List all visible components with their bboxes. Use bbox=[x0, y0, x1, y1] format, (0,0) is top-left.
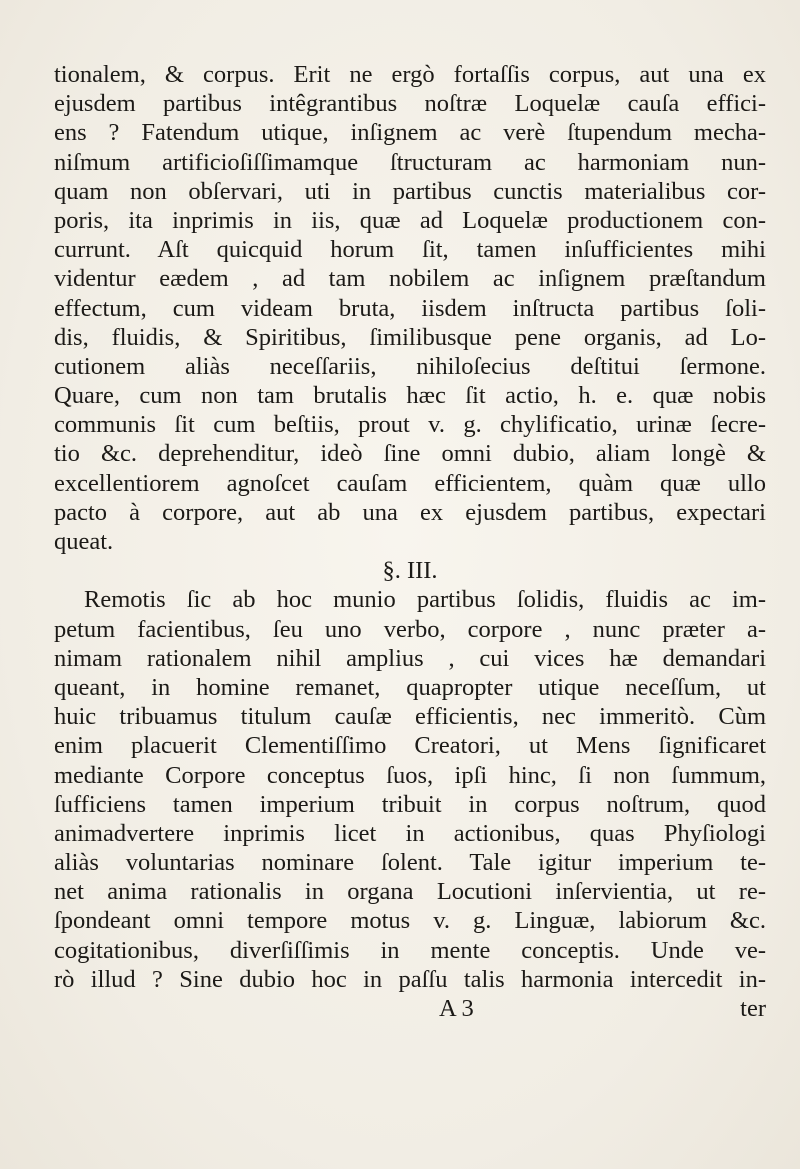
text-line: Remotis ſic ab hoc munio partibus ſolidis, fluidis ac im- bbox=[84, 586, 766, 614]
text-line: ſpondeant omni tempore motus v. g. Linguæ, labiorum &c. bbox=[54, 907, 766, 935]
paragraph-before-section bbox=[54, 60, 766, 556]
text-line: huic tribuamus titulum cauſæ efficientis, nec immeritò. Cùm bbox=[54, 703, 766, 731]
text-line: videntur eædem , ad tam nobilem ac inſignem præſtandum bbox=[54, 265, 766, 293]
text-line: tio &c. deprehenditur, ideò ſine omni dubio, aliam longè & bbox=[54, 440, 766, 468]
text-line: communis ſit cum beſtiis, prout v. g. chylificatio, urinæ ſecre- bbox=[54, 411, 766, 439]
text-line: net anima rationalis in organa Locutioni inſervientia, ut re- bbox=[54, 878, 766, 906]
text-line: effectum, cum videam bruta, iisdem inſtructa partibus ſoli- bbox=[54, 294, 766, 322]
text-line: quam non obſervari, uti in partibus cunctis materialibus cor- bbox=[54, 177, 766, 205]
footer-line bbox=[54, 994, 766, 1023]
text-line: animadvertere inprimis licet in actionibus, quas Phyſiologi bbox=[54, 819, 766, 847]
text-line: queant, in homine remanet, quapropter utique neceſſum, ut bbox=[54, 673, 766, 701]
text-line: rò illud ? Sine dubio hoc in paſſu talis harmonia intercedit in- bbox=[54, 965, 766, 993]
text-line: enim placuerit Clementiſſimo Creatori, ut Mens ſignificaret bbox=[54, 732, 766, 760]
text-line: cogitationibus, diverſiſſimis in mente conceptis. Unde ve- bbox=[54, 936, 766, 964]
text-line: Quare, cum non tam brutalis hæc ſit actio, h. e. quæ nobis bbox=[54, 382, 766, 410]
catchword: ter bbox=[740, 995, 766, 1022]
text-line: poris, ita inprimis in iis, quæ ad Loquelæ productionem con- bbox=[54, 206, 766, 234]
text-line: currunt. Aſt quicquid horum ſit, tamen inſufficientes mihi bbox=[54, 236, 766, 264]
text-line: niſmum artificioſiſſimamque ſtructuram ac harmoniam nun- bbox=[54, 148, 766, 176]
text-line: mediante Corpore conceptus ſuos, ipſi hinc, ſi non ſummum, bbox=[54, 761, 766, 789]
text-line: aliàs voluntarias nominare ſolent. Tale igitur imperium te- bbox=[54, 849, 766, 877]
text-line: cutionem aliàs neceſſariis, nihiloſecius deſtitui ſermone. bbox=[54, 352, 766, 380]
text-line: dis, fluidis, & Spiritibus, ſimilibusque pene organis, ad Lo- bbox=[54, 323, 766, 351]
text-line: tionalem, & corpus. Erit ne ergò fortaſſis corpus, aut una ex bbox=[54, 61, 766, 88]
signature-mark: A 3 bbox=[439, 995, 474, 1022]
paragraph-after-section bbox=[54, 585, 766, 994]
section-heading: §. III. bbox=[382, 557, 438, 585]
text-line: queat. bbox=[54, 528, 114, 555]
text-line: excellentiorem agnoſcet cauſam efficientem, quàm quæ ullo bbox=[54, 469, 766, 497]
text-line: ejusdem partibus intêgrantibus noſtræ Loquelæ cauſa effici- bbox=[54, 90, 766, 118]
latin-text-body bbox=[54, 60, 766, 1023]
text-line: ſufficiens tamen imperium tribuit in corpus noſtrum, quod bbox=[54, 790, 766, 818]
text-line: ens ? Fatendum utique, inſignem ac verè ſtupendum mecha- bbox=[54, 119, 766, 147]
text-line: petum facientibus, ſeu uno verbo, corpore , nunc præter a- bbox=[54, 615, 766, 643]
text-line: pacto à corpore, aut ab una ex ejusdem partibus, expectari bbox=[54, 498, 766, 526]
text-line: nimam rationalem nihil amplius , cui vices hæ demandari bbox=[54, 644, 766, 672]
